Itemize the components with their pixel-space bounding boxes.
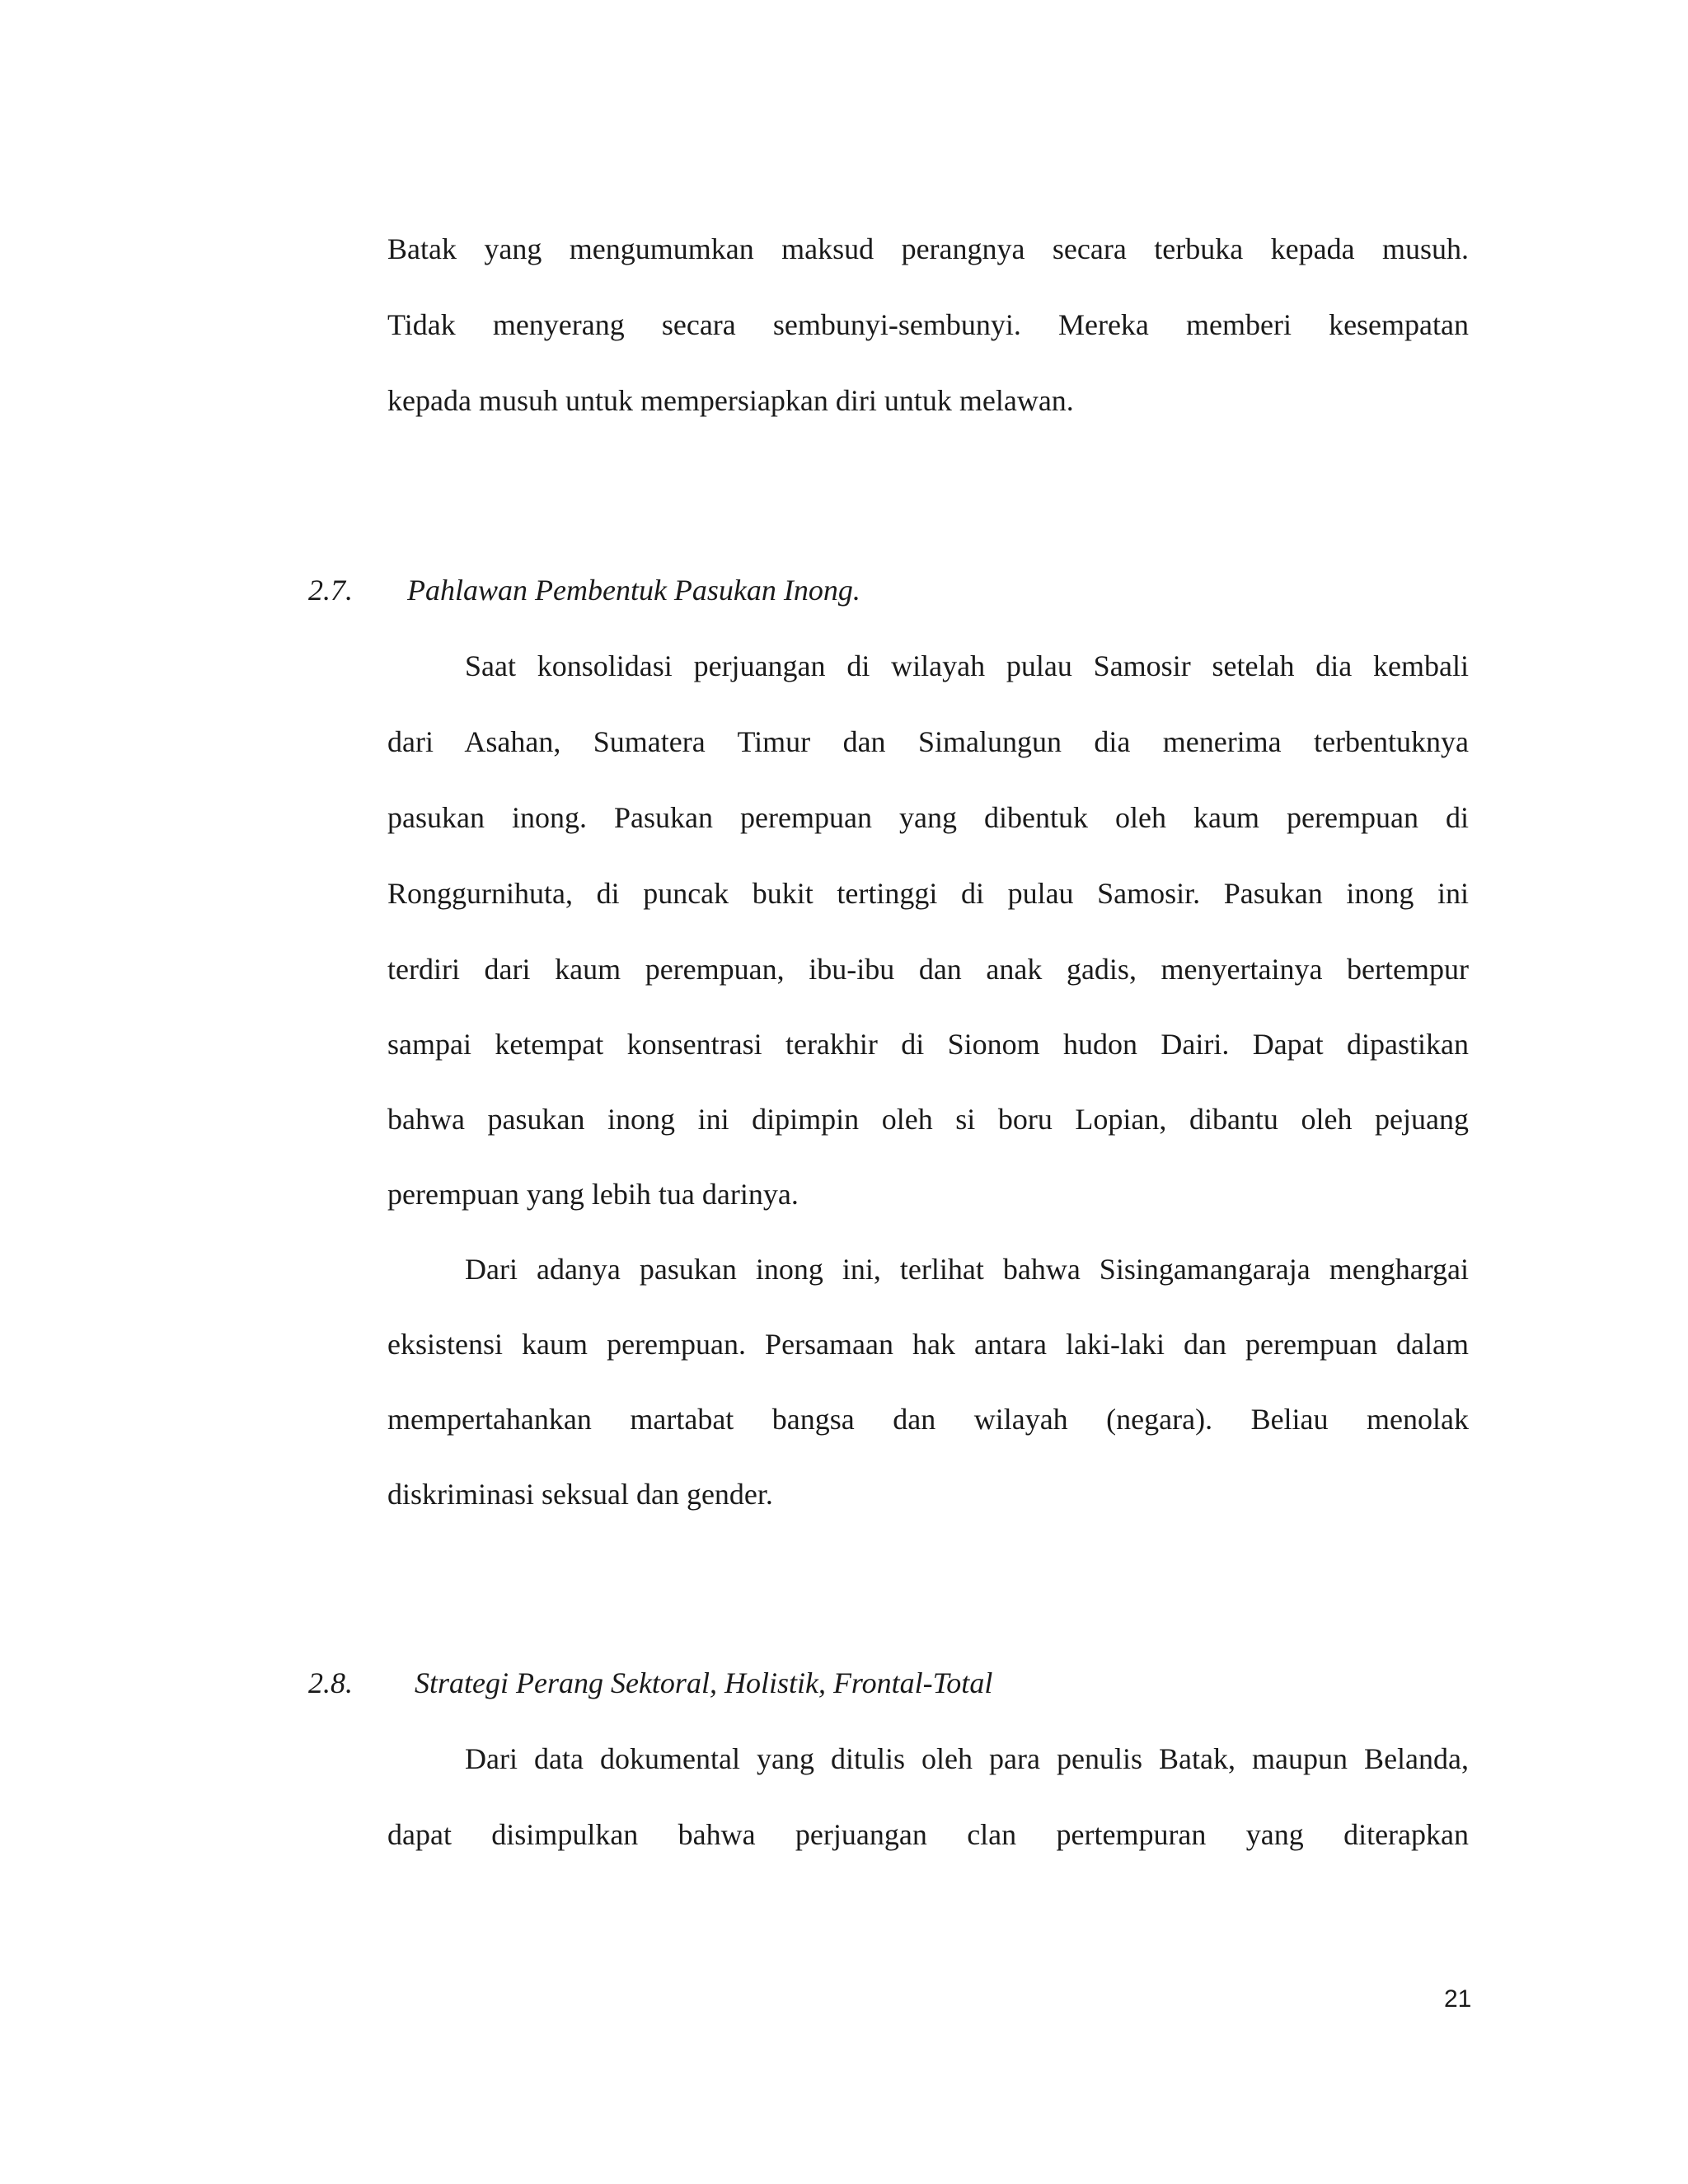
s27-p1-line-2: dari Asahan, Sumatera Timur dan Simalungun dia menerima terbentuknya xyxy=(387,725,1469,758)
section-2-7-number: 2.7. xyxy=(308,574,353,607)
s27-p1-line-8: perempuan yang lebih tua darinya. xyxy=(387,1178,799,1211)
s27-p2-line-4: diskriminasi seksual dan gender. xyxy=(387,1478,773,1511)
section-2-8-number: 2.8. xyxy=(308,1666,353,1699)
s27-p2-line-1: Dari adanya pasukan inong ini, terlihat bahwa Sisingamangaraja menghargai xyxy=(465,1253,1469,1286)
s27-p1-line-6: sampai ketempat konsentrasi terakhir di Sionom hudon Dairi. Dapat dipastikan xyxy=(387,1028,1469,1061)
s27-p1-line-4: Ronggurnihuta, di puncak bukit tertinggi di pulau Samosir. Pasukan inong ini xyxy=(387,877,1469,910)
section-2-8-title: Strategi Perang Sektoral, Holistik, Frontal-Total xyxy=(415,1666,993,1699)
intro-line-3: kepada musuh untuk mempersiapkan diri untuk melawan. xyxy=(387,384,1074,417)
s28-p1-line-1: Dari data dokumental yang ditulis oleh para penulis Batak, maupun Belanda, xyxy=(465,1742,1469,1775)
s27-p1-line-5: terdiri dari kaum perempuan, ibu-ibu dan anak gadis, menyertainya bertempur xyxy=(387,953,1469,986)
intro-line-2: Tidak menyerang secara sembunyi-sembunyi. Mereka memberi kesempatan xyxy=(387,308,1469,341)
s27-p1-line-1: Saat konsolidasi perjuangan di wilayah pulau Samosir setelah dia kembali xyxy=(465,649,1469,682)
page-number: 21 xyxy=(1444,1985,1472,2013)
s27-p2-line-3: mempertahankan martabat bangsa dan wilayah (negara). Beliau menolak xyxy=(387,1403,1469,1436)
section-2-7-title: Pahlawan Pembentuk Pasukan Inong. xyxy=(407,574,860,607)
intro-line-1: Batak yang mengumumkan maksud perangnya secara terbuka kepada musuh. xyxy=(387,232,1469,265)
s27-p2-line-2: eksistensi kaum perempuan. Persamaan hak antara laki-laki dan perempuan dalam xyxy=(387,1328,1469,1361)
s27-p1-line-3: pasukan inong. Pasukan perempuan yang dibentuk oleh kaum perempuan di xyxy=(387,801,1469,834)
s28-p1-line-2: dapat disimpulkan bahwa perjuangan clan pertempuran yang diterapkan xyxy=(387,1818,1469,1851)
s27-p1-line-7: bahwa pasukan inong ini dipimpin oleh si boru Lopian, dibantu oleh pejuang xyxy=(387,1103,1469,1136)
